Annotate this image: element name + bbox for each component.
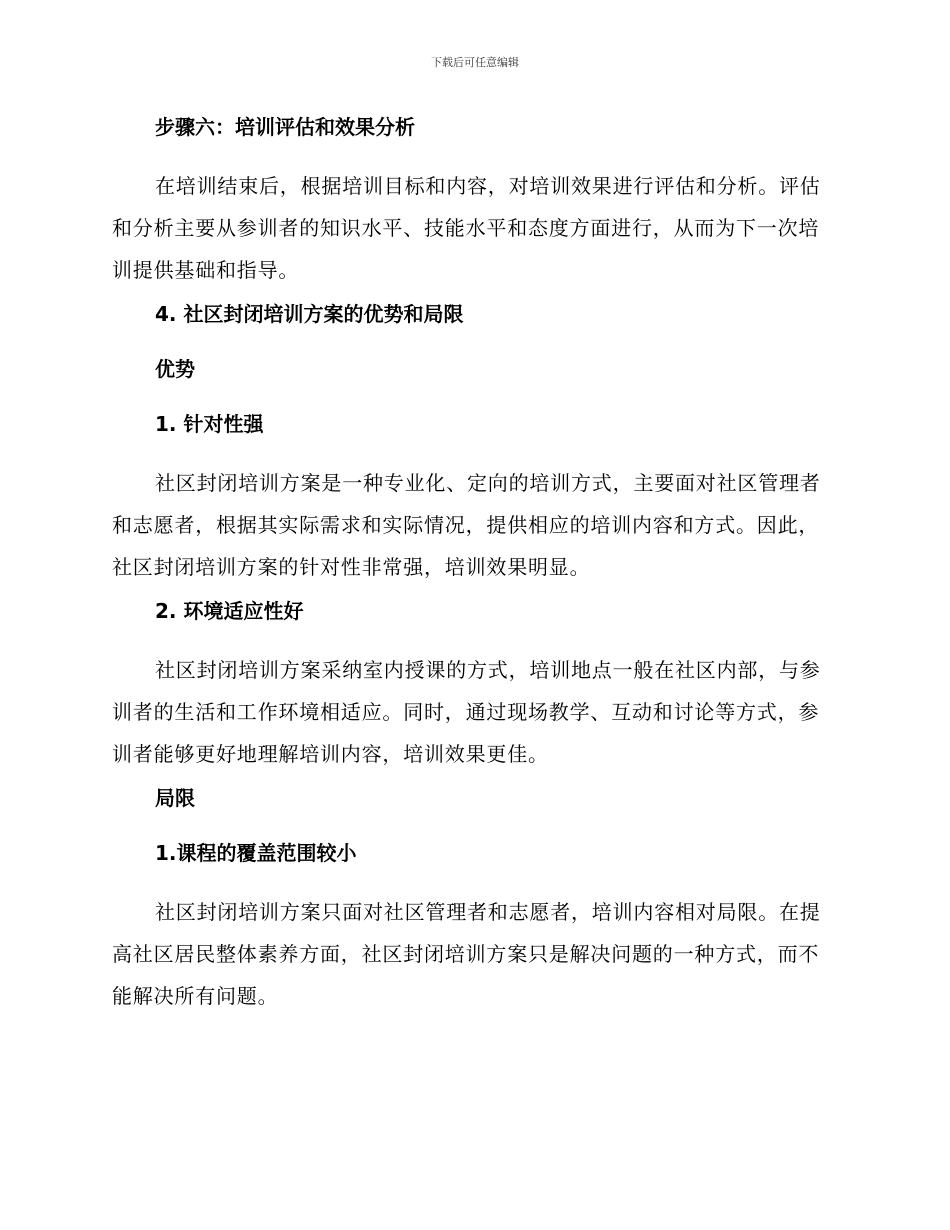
advantage-1-heading: 1. 针对性强 [155, 412, 264, 436]
document-body [112, 110, 834, 1023]
limitation-1-paragraph: 社区封闭培训方案只面对社区管理者和志愿者，培训内容相对局限。在提高社区居民整体素养方面，社区封闭培训方案只是解决问题的一种方式，而不能解决所有问题。 [112, 900, 821, 1008]
section-4-heading: 4. 社区封闭培训方案的优势和局限 [155, 302, 464, 326]
advantage-2-paragraph: 社区封闭培训方案采纳室内授课的方式，培训地点一般在社区内部，与参训者的生活和工作环境相适应。同时，通过现场教学、互动和讨论等方式，参训者能够更好地理解培训内容，培训效果更佳。 [112, 658, 821, 766]
limitation-1-heading: 1.课程的覆盖范围较小 [155, 841, 357, 865]
page-header: 下载后可任意编辑 [431, 56, 519, 69]
limitations-heading: 局限 [155, 786, 195, 810]
step-six-paragraph: 在培训结束后，根据培训目标和内容，对培训效果进行评估和分析。评估和分析主要从参训者的知识水平、技能水平和态度方面进行，从而为下一次培训提供基础和指导。 [112, 174, 821, 282]
advantage-1-paragraph: 社区封闭培训方案是一种专业化、定向的培训方式，主要面对社区管理者和志愿者，根据其实际需求和实际情况，提供相应的培训内容和方式。因此，社区封闭培训方案的针对性非常强，培训效果明显。 [112, 471, 821, 579]
step-six-heading: 步骤六：培训评估和效果分析 [155, 115, 415, 139]
advantage-2-heading: 2. 环境适应性好 [155, 599, 304, 623]
advantages-heading: 优势 [155, 357, 195, 381]
